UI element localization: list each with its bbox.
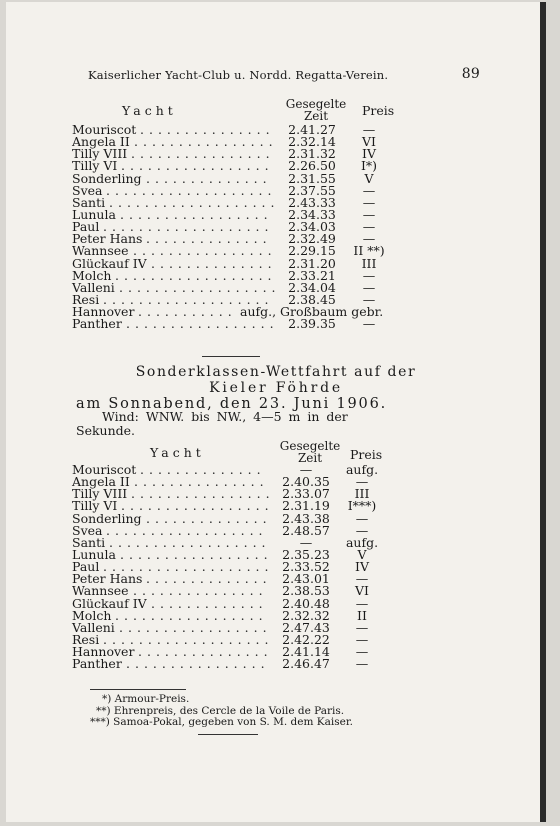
prize: — <box>355 631 369 647</box>
prize: — <box>362 267 376 283</box>
yacht-name: Sonderling <box>72 510 142 526</box>
sailed-time: 2.32.32 <box>282 607 330 623</box>
leader-dots: .................. <box>119 279 281 295</box>
table1-header-preis: Preis <box>362 103 395 118</box>
leader-dots: ............. <box>151 595 268 611</box>
leader-dots: ................... <box>103 559 274 575</box>
leader-dots: .............. <box>146 231 272 247</box>
sailed-time: 2.32.49 <box>288 231 336 247</box>
leader-dots: ................. <box>121 498 274 514</box>
sailed-time: 2.34.33 <box>288 206 336 222</box>
leader-dots: ................ <box>133 243 277 259</box>
leader-dots: ................. <box>119 619 272 635</box>
yacht-name: Resi <box>72 631 100 647</box>
yacht-name: Svea <box>72 522 103 538</box>
table-row <box>72 318 432 330</box>
yacht-name: Hannover <box>72 304 135 320</box>
wind-line1: Wind: WNW. bis NW., 4—5 m in der <box>102 409 348 424</box>
sailed-time: 2.31.20 <box>288 255 336 271</box>
sailed-time: 2.48.57 <box>282 522 330 538</box>
prize: III <box>354 486 370 502</box>
yacht-name: Panther <box>72 316 122 332</box>
leader-dots: ............... <box>138 644 273 660</box>
leader-dots: ................... <box>103 631 274 647</box>
yacht-name: Angela II <box>72 134 130 150</box>
prize: aufg. <box>345 534 379 550</box>
leader-dots: ................... <box>106 182 277 198</box>
leader-dots: ................. <box>120 206 273 222</box>
leader-dots: .............. <box>146 510 272 526</box>
yacht-name: Mouriscot <box>72 122 137 137</box>
leader-dots: ................... <box>103 291 274 307</box>
sailed-time: 2.42.22 <box>282 631 330 647</box>
end-rule <box>198 734 258 735</box>
yacht-name: Hannover <box>72 644 135 660</box>
sailed-time: 2.31.19 <box>282 498 330 514</box>
prize: — <box>355 595 369 611</box>
wind-line2: Sekunde. <box>76 423 136 438</box>
prize: — <box>355 522 369 538</box>
table1-rows <box>72 124 432 330</box>
section2-title-line3: am Sonnabend, den 23. Juni 1906. <box>76 396 388 412</box>
yacht-name: Panther <box>72 656 122 672</box>
yacht-name: Mouriscot <box>72 462 137 477</box>
yacht-name: Lunula <box>72 206 116 222</box>
prize: — <box>355 571 369 587</box>
prize: IV <box>362 146 376 162</box>
sailed-time: 2.31.32 <box>288 146 336 162</box>
footnotes <box>90 694 353 729</box>
prize: II **) <box>353 243 385 259</box>
leader-dots: .................. <box>109 534 271 550</box>
prize: — <box>362 231 376 247</box>
prize: II <box>357 607 367 623</box>
sailed-time: 2.38.53 <box>282 583 330 599</box>
sailed-time: 2.31.55 <box>288 170 336 186</box>
table2-header-yacht: Yacht <box>150 445 205 460</box>
yacht-name: Valleni <box>72 279 115 295</box>
prize: I***) <box>347 498 377 514</box>
yacht-name: Glückauf IV <box>72 595 147 611</box>
book-page <box>6 2 546 822</box>
table1-header-zeit <box>276 98 356 122</box>
yacht-name: Santi <box>72 534 106 550</box>
leader-dots: ............... <box>133 583 268 599</box>
leader-dots: ................ <box>131 486 275 502</box>
leader-dots: ................. <box>120 546 273 562</box>
sailed-time: 2.43.33 <box>288 194 336 210</box>
yacht-name: Wannsee <box>72 583 129 599</box>
leader-dots: ................. <box>115 607 268 623</box>
footnote-rule <box>90 689 186 690</box>
sailed-time: 2.39.35 <box>288 316 336 332</box>
yacht-name: Resi <box>72 291 100 307</box>
yacht-name: Tilly VIII <box>72 486 128 502</box>
sailed-time: 2.29.15 <box>288 243 336 259</box>
prize: — <box>362 206 376 222</box>
yacht-name: Tilly VI <box>72 498 118 514</box>
table2-header-zeit <box>270 440 350 464</box>
yacht-name: Valleni <box>72 619 115 635</box>
prize: — <box>362 279 376 295</box>
leader-dots: ................. <box>126 316 279 332</box>
yacht-name: Molch <box>72 607 112 623</box>
yacht-name: Glückauf IV <box>72 255 147 271</box>
leader-dots: ............... <box>140 122 275 137</box>
prize: — <box>362 122 376 137</box>
sailed-time: — <box>299 462 313 477</box>
prize: I*) <box>360 158 378 174</box>
sailed-time: 2.40.35 <box>282 474 330 490</box>
sailed-time: 2.47.43 <box>282 619 330 635</box>
leader-dots: .............. <box>151 255 277 271</box>
yacht-name: Lunula <box>72 546 116 562</box>
prize: VI <box>362 134 376 150</box>
leader-dots: ........... <box>138 304 237 320</box>
prize: — <box>355 619 369 635</box>
sailed-time: 2.33.52 <box>282 559 330 575</box>
leader-dots: ................... <box>109 194 280 210</box>
yacht-name: Svea <box>72 182 103 198</box>
section-divider <box>202 356 260 357</box>
table2-header-zeit-line2: Zeit <box>297 451 323 465</box>
table2-header-zeit-line1: Gesegelte <box>279 439 341 453</box>
table1-header-zeit-line1: Gesegelte <box>285 97 347 111</box>
prize: — <box>362 182 376 198</box>
prize: V <box>357 546 367 562</box>
prize: III <box>361 255 377 271</box>
sailed-time: 2.32.14 <box>288 134 336 150</box>
sailed-time: 2.34.03 <box>288 219 336 235</box>
leader-dots: ................. <box>121 158 274 174</box>
prize: — <box>362 316 376 332</box>
yacht-name: Tilly VI <box>72 158 118 174</box>
yacht-name: Angela II <box>72 474 130 490</box>
yacht-name: Paul <box>72 559 100 575</box>
prize: — <box>362 219 376 235</box>
footnote: *) Armour-Preis. <box>102 693 190 705</box>
leader-dots: ................ <box>134 134 278 150</box>
yacht-name: Santi <box>72 194 106 210</box>
leader-dots: ................... <box>103 219 274 235</box>
sailed-time: 2.40.48 <box>282 595 330 611</box>
prize: — <box>362 194 376 210</box>
yacht-name: Peter Hans <box>72 231 143 247</box>
prize: — <box>355 510 369 526</box>
section2-title <box>76 364 476 412</box>
sailed-time: 2.46.47 <box>282 656 330 672</box>
table2-header-preis: Preis <box>350 447 383 462</box>
yacht-name: Tilly VIII <box>72 146 128 162</box>
footnote: **) Ehrenpreis, des Cercle de la Voile de Paris. <box>96 704 345 717</box>
yacht-name: Peter Hans <box>72 571 143 587</box>
yacht-name: Molch <box>72 267 112 283</box>
sailed-time: 2.26.50 <box>288 158 336 174</box>
leader-dots: ................ <box>126 656 270 672</box>
page-number: 89 <box>461 66 480 82</box>
leader-dots: .................. <box>106 522 268 538</box>
table1-header-zeit-line2: Zeit <box>303 109 329 123</box>
prize: — <box>362 291 376 307</box>
table2-rows <box>72 464 432 670</box>
sailed-time: 2.43.01 <box>282 571 330 587</box>
section2-title-line2: Kieler Föhrde <box>209 380 343 396</box>
running-header <box>88 68 480 82</box>
sailed-time: — <box>299 534 313 550</box>
sailed-time: 2.37.55 <box>288 182 336 198</box>
wind-info <box>76 410 476 438</box>
leader-dots: .............. <box>146 170 272 186</box>
prize: V <box>364 170 374 186</box>
table-row <box>72 658 432 670</box>
yacht-name: Paul <box>72 219 100 235</box>
sailed-time: 2.41.14 <box>282 644 330 660</box>
prize: — <box>355 474 369 490</box>
leader-dots: .............. <box>146 571 272 587</box>
leader-dots: .............. <box>140 462 266 477</box>
sailed-time: 2.38.45 <box>288 291 336 307</box>
sailed-time: 2.33.07 <box>282 486 330 502</box>
sailed-time: 2.33.21 <box>288 267 336 283</box>
leader-dots: .................. <box>115 267 277 283</box>
prize: — <box>355 656 369 672</box>
footnote: ***) Samoa-Pokal, gegeben von S. M. dem Kaiser. <box>90 716 354 728</box>
prize: VI <box>355 583 369 599</box>
yacht-name: Sonderling <box>72 170 142 186</box>
result-note: aufg., Großbaum gebr. <box>240 304 384 320</box>
sailed-time: 2.43.38 <box>282 510 330 526</box>
leader-dots: ................ <box>131 146 275 162</box>
sailed-time: 2.35.23 <box>282 546 330 562</box>
prize: aufg. <box>345 462 379 477</box>
section2-title-line1: Sonderklassen-Wettfahrt auf der <box>135 364 417 380</box>
sailed-time: 2.41.27 <box>288 122 336 137</box>
running-title: Kaiserlicher Yacht-Club u. Nordd. Regatta-Verein. <box>88 68 389 82</box>
prize: IV <box>355 559 369 575</box>
leader-dots: ............... <box>134 474 269 490</box>
yacht-name: Wannsee <box>72 243 129 259</box>
prize: — <box>355 644 369 660</box>
table1-header-yacht: Yacht <box>122 103 177 118</box>
sailed-time: 2.34.04 <box>288 279 336 295</box>
